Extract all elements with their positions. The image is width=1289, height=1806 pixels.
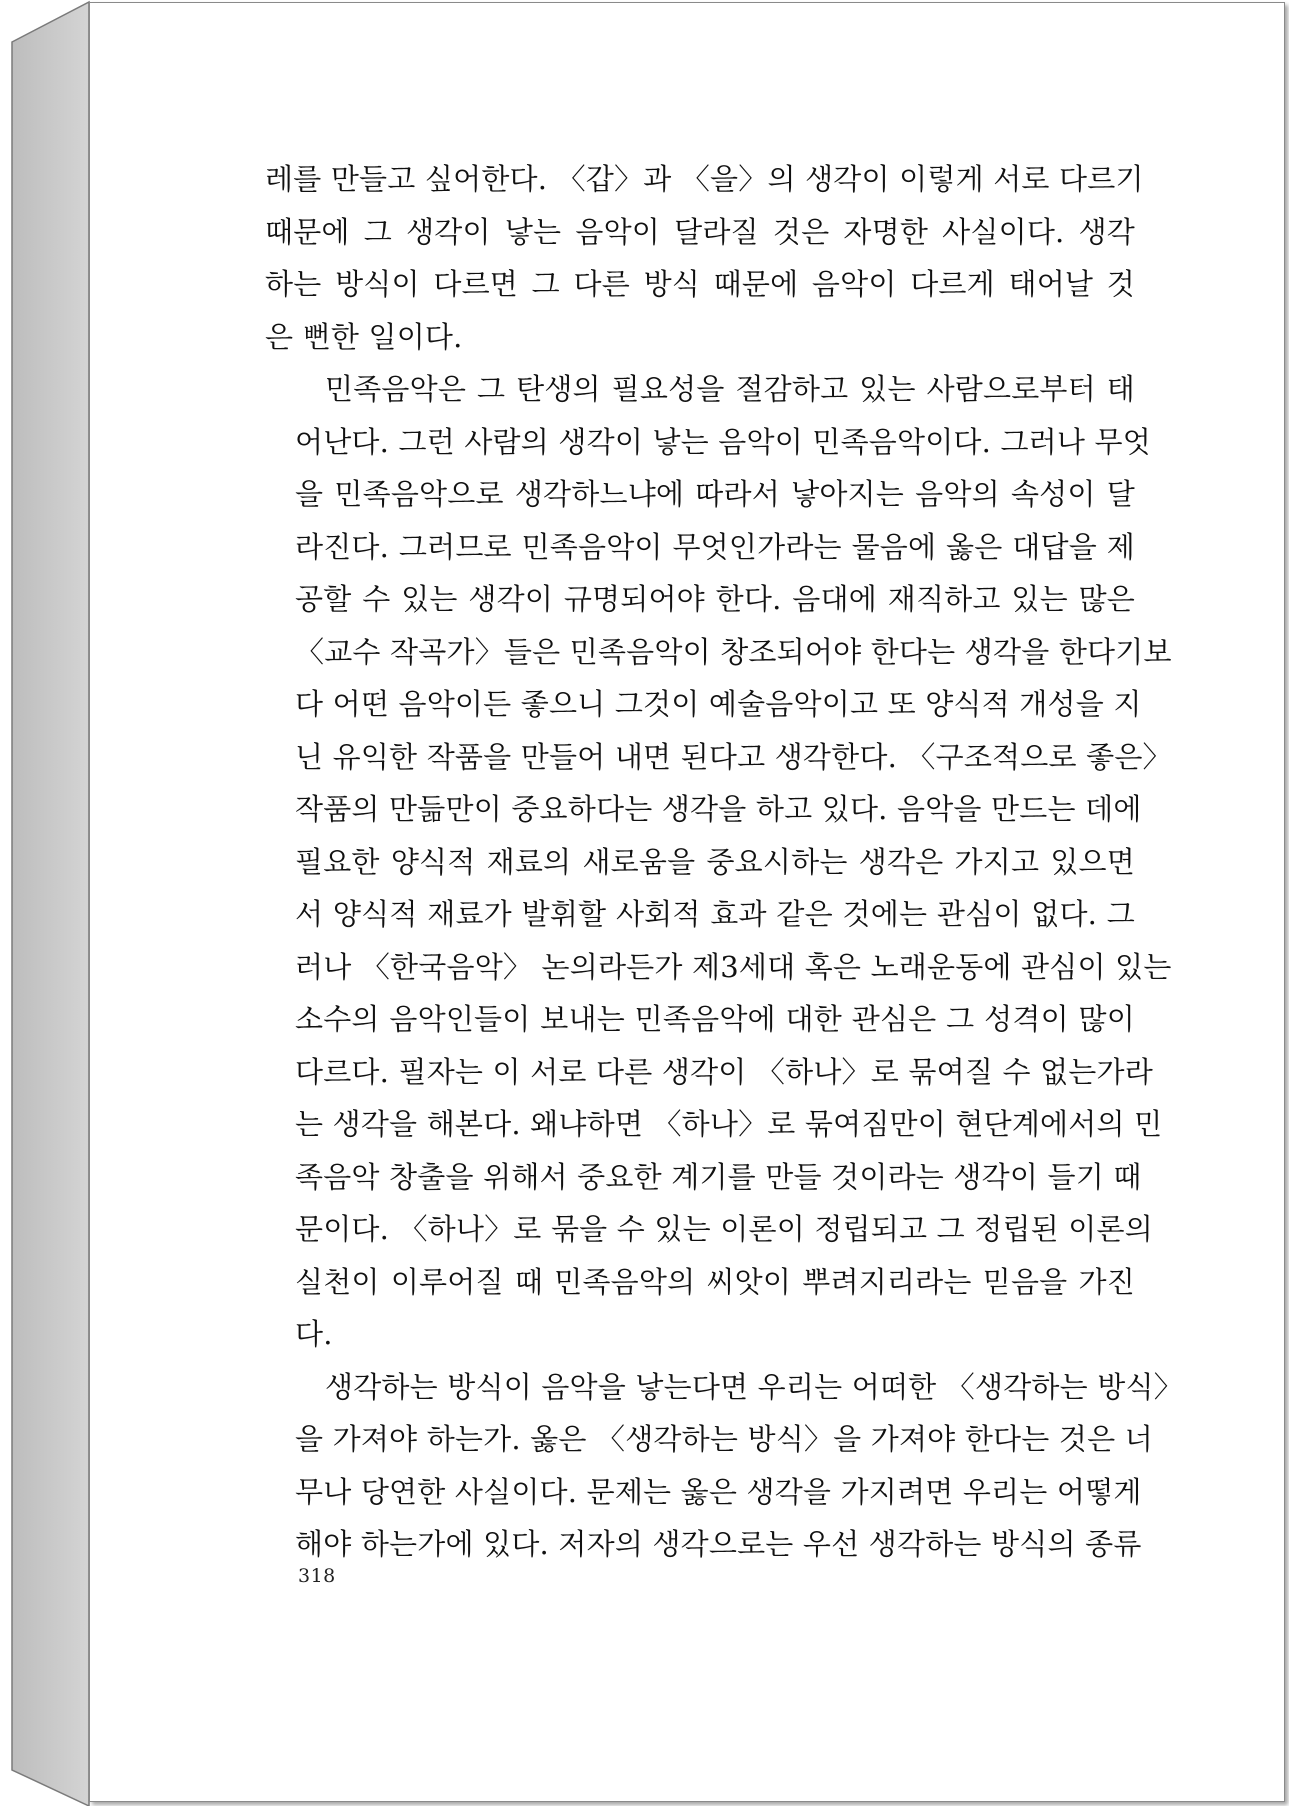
text-line: 서 양식적 재료가 발휘할 사회적 효과 같은 것에는 관심이 없다. 그: [295, 897, 1135, 931]
text-line: 〈교수 작곡가〉들은 민족음악이 창조되어야 한다는 생각을 한다기보: [295, 634, 1172, 669]
text-line: 문이다. 〈하나〉로 묶을 수 있는 이론이 정립되고 그 정립된 이론의: [295, 1212, 1153, 1246]
page-number: 318: [298, 1565, 336, 1587]
text-line: 족음악 창출을 위해서 중요한 계기를 만들 것이라는 생각이 들기 때: [295, 1159, 1142, 1194]
text-line: 은 뻔한 일이다.: [265, 319, 463, 354]
text-line: 실천이 이루어질 때 민족음악의 씨앗이 뿌려지리라는 믿음을 가진: [295, 1264, 1135, 1299]
text-line: 소수의 음악인들이 보내는 민족음악에 대한 관심은 그 성격이 많이: [295, 1002, 1135, 1036]
text-line: 어난다. 그런 사람의 생각이 낳는 음악이 민족음악이다. 그러나 무엇: [295, 424, 1151, 459]
text-line: 공할 수 있는 생각이 규명되어야 한다. 음대에 재직하고 있는 많은: [295, 582, 1135, 616]
text-line: 러나 〈한국음악〉 논의라든가 제3세대 혹은 노래운동에 관심이 있는: [295, 949, 1172, 984]
text-line: 생각하는 방식이 음악을 낳는다면 우리는 어떠한 〈생각하는 방식〉: [325, 1369, 1183, 1404]
text-line: 다.: [295, 1317, 333, 1351]
text-line: 작품의 만듦만이 중요하다는 생각을 하고 있다. 음악을 만드는 데에: [295, 792, 1142, 826]
text-line: 민족음악은 그 탄생의 필요성을 절감하고 있는 사람으로부터 태: [325, 372, 1135, 406]
text-line: 무나 당연한 사실이다. 문제는 옳은 생각을 가지려면 우리는 어떻게: [295, 1474, 1142, 1509]
paragraph: [265, 363, 1172, 1361]
text-line: 레를 만들고 싶어한다. 〈갑〉과 〈을〉의 생각이 이렇게 서로 다르기: [265, 162, 1144, 196]
paragraph: [265, 153, 1144, 363]
text-line: 다 어떤 음악이든 좋으니 그것이 예술음악이고 또 양식적 개성을 지: [295, 687, 1142, 721]
text-line: 라진다. 그러므로 민족음악이 무엇인가라는 물음에 옳은 대답을 제: [295, 529, 1135, 564]
text-line: 해야 하는가에 있다. 저자의 생각으로는 우선 생각하는 방식의 종류: [295, 1527, 1142, 1561]
text-line: 필요한 양식적 재료의 새로움을 중요시하는 생각은 가지고 있으면: [295, 844, 1135, 879]
text-line: 하는 방식이 다르면 그 다른 방식 때문에 음악이 다르게 태어날 것: [265, 267, 1135, 301]
text-line: 다르다. 필자는 이 서로 다른 생각이 〈하나〉로 묶여질 수 없는가라: [295, 1054, 1153, 1089]
text-line: 을 민족음악으로 생각하느냐에 따라서 낳아지는 음악의 속성이 달: [295, 477, 1135, 511]
page-body-text: [265, 153, 1183, 1571]
book-spine: [0, 0, 100, 1806]
paragraph: [265, 1361, 1183, 1571]
book-page: [89, 2, 1285, 1802]
text-line: 는 생각을 해본다. 왜냐하면 〈하나〉로 묶여짐만이 현단계에서의 민: [295, 1107, 1163, 1141]
text-line: 을 가져야 하는가. 옳은 〈생각하는 방식〉을 가져야 한다는 것은 너: [295, 1422, 1153, 1456]
text-line: 때문에 그 생각이 낳는 음악이 달라질 것은 자명한 사실이다. 생각: [265, 214, 1135, 249]
text-line: 닌 유익한 작품을 만들어 내면 된다고 생각한다. 〈구조적으로 좋은〉: [295, 739, 1172, 774]
